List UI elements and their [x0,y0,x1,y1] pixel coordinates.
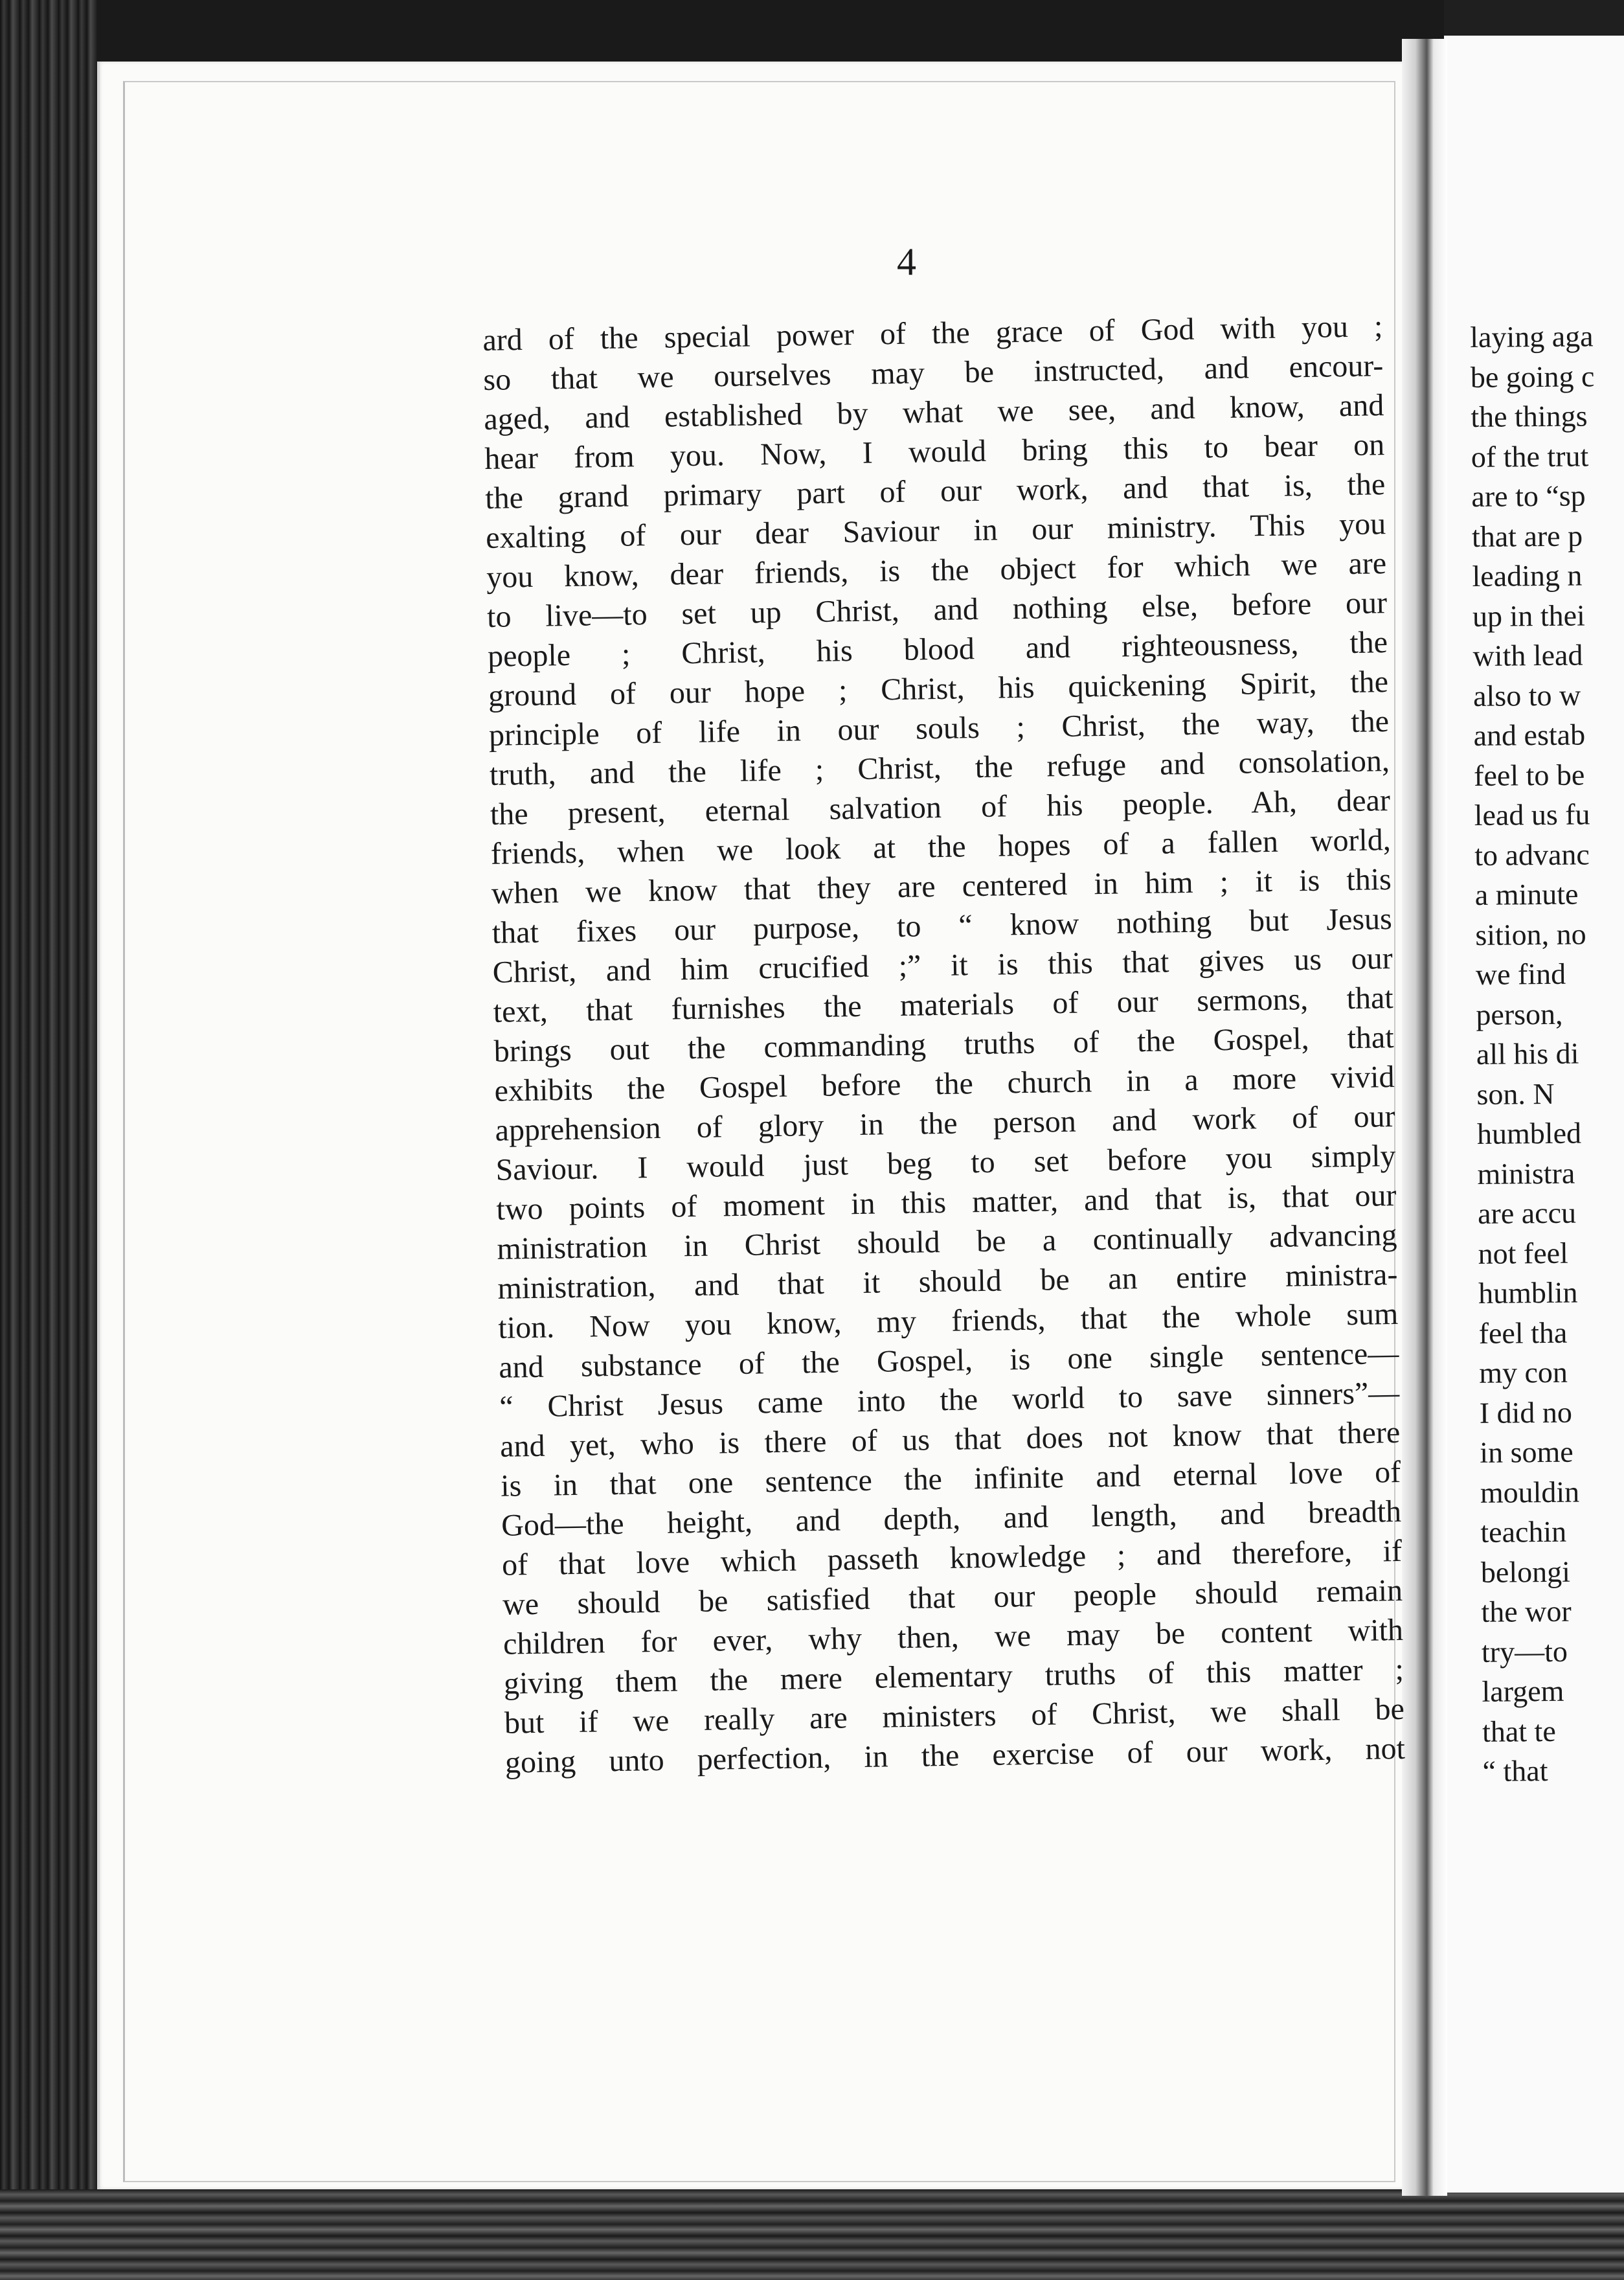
text-line: to live—to set up Christ, and nothing else, before our [486,586,1388,634]
text-line: two points of moment in this matter, and that is, that our [496,1178,1397,1227]
text-line: ministration in Christ should be a continually advancing [497,1217,1397,1266]
right-text-line: ministra [1477,1156,1575,1191]
right-text-line: we find [1475,957,1566,991]
text-line: going unto perfection, in the exercise of our work, not [504,1731,1406,1780]
text-line: people ; Christ, his blood and righteousness, the [487,625,1388,674]
right-text-line: be going c [1470,359,1595,394]
text-line: that fixes our purpose, to “ know nothing but Jesus [491,902,1393,950]
text-line: we should be satisfied that our people should remain [502,1573,1403,1622]
text-line: ministration, and that it should be an entire ministra- [497,1257,1398,1306]
right-text-line: laying aga [1470,319,1594,354]
right-text-line: that te [1482,1714,1556,1748]
text-line: text, that furnishes the materials of our sermons, that [493,981,1394,1029]
right-text-line: my con [1478,1355,1568,1389]
right-text-line: belongi [1480,1555,1571,1589]
right-text-line: humbled [1476,1116,1582,1150]
text-line: the present, eternal salvation of his people. Ah, dear [490,783,1391,832]
text-line: ard of the special power of the grace of God with you ; [482,309,1383,358]
text-line: friends, when we look at the hopes of a fallen world, [490,823,1392,871]
right-text-line: leading n [1472,558,1583,593]
right-text-line: largem [1482,1674,1564,1708]
text-line: Christ, and him crucified ;” it is this that gives us our [492,941,1393,990]
right-text-line: a minute [1474,877,1579,911]
right-text-line: “ that [1482,1754,1548,1788]
right-text-line: mouldin [1480,1475,1580,1509]
text-line: principle of life in our souls ; Christ, the way, the [488,704,1390,753]
right-text-line: the things [1471,399,1588,433]
text-line: ground of our hope ; Christ, his quickening Spirit, the [488,665,1389,713]
text-line: exalting of our dear Saviour in our ministry. This you [485,507,1386,555]
book-cover-edge [0,0,97,2280]
text-line: giving them the mere elementary truths of this matter ; [503,1652,1404,1701]
text-line: of that love which passeth knowledge ; and therefore, if [501,1533,1403,1582]
right-text-line: sition, no [1475,917,1586,952]
text-line: children for ever, why then, we may be content with [502,1612,1404,1661]
book-gutter [1402,39,1447,2196]
text-line: and yet, who is there of us that does not know that there [499,1415,1401,1464]
book-cover-edge-bottom [0,2189,1624,2280]
right-text-line: with lead [1472,638,1583,672]
right-text-line: also to w [1472,678,1581,712]
right-text-line: of the trut [1471,439,1589,473]
right-text-line: humblin [1478,1275,1578,1310]
right-page-text [1470,316,1624,1791]
text-line: God—the height, and depth, and length, and breadth [501,1494,1402,1543]
text-line: brings out the commanding truths of the Gospel, that [493,1020,1394,1069]
text-line: when we know that they are centered in him ; it is this [491,862,1392,911]
text-line: Saviour. I would just beg to set before you simply [495,1139,1396,1187]
right-text-line: person, [1476,997,1563,1031]
left-page-text [482,306,1405,1783]
scanner-background-top [0,0,1624,71]
right-text-line: feel to be [1473,757,1585,792]
right-text-line: are to “sp [1471,479,1586,513]
right-text-line: feel tha [1478,1316,1568,1350]
right-text-line: teachin [1480,1514,1567,1549]
text-line: but if we really are ministers of Christ, we shall be [504,1691,1405,1740]
right-text-line: that are p [1471,518,1583,553]
text-line: exhibits the Gospel before the church in a more vivid [494,1060,1395,1108]
right-text-line: to advanc [1474,837,1590,872]
text-line: tion. Now you know, my friends, that the whole sum [498,1296,1399,1345]
right-text-line: try—to [1481,1634,1568,1669]
right-text-line: lead us fu [1474,797,1590,832]
page-number: 4 [897,240,916,283]
text-line: you know, dear friends, is the object for which we are [486,546,1387,595]
text-line: truth, and the life ; Christ, the refuge and consolation, [489,744,1390,792]
text-line: and substance of the Gospel, is one single sentence— [498,1336,1399,1385]
text-line: hear from you. Now, I would bring this to bear on [484,428,1385,476]
right-text-line: are accu [1477,1196,1577,1230]
text-line: the grand primary part of our work, and that is, the [484,467,1386,516]
text-line: apprehension of glory in the person and work of our [495,1099,1395,1148]
right-text-line: up in thei [1472,598,1586,633]
right-text-line: and estab [1473,718,1586,752]
text-line: “ Christ Jesus came into the world to save sinners”— [499,1375,1400,1424]
right-text-line: the wor [1481,1594,1572,1628]
text-line: aged, and established by what we see, and know, and [483,388,1384,437]
right-text-line: all his di [1476,1036,1579,1071]
text-line: so that we ourselves may be instructed, and encour- [483,348,1384,397]
right-text-line: not feel [1478,1236,1569,1270]
right-text-line: in some [1480,1435,1573,1469]
text-line: is in that one sentence the infinite and eternal love of [500,1454,1401,1503]
right-text-line: son. N [1476,1077,1555,1111]
right-text-line: I did no [1479,1395,1573,1430]
